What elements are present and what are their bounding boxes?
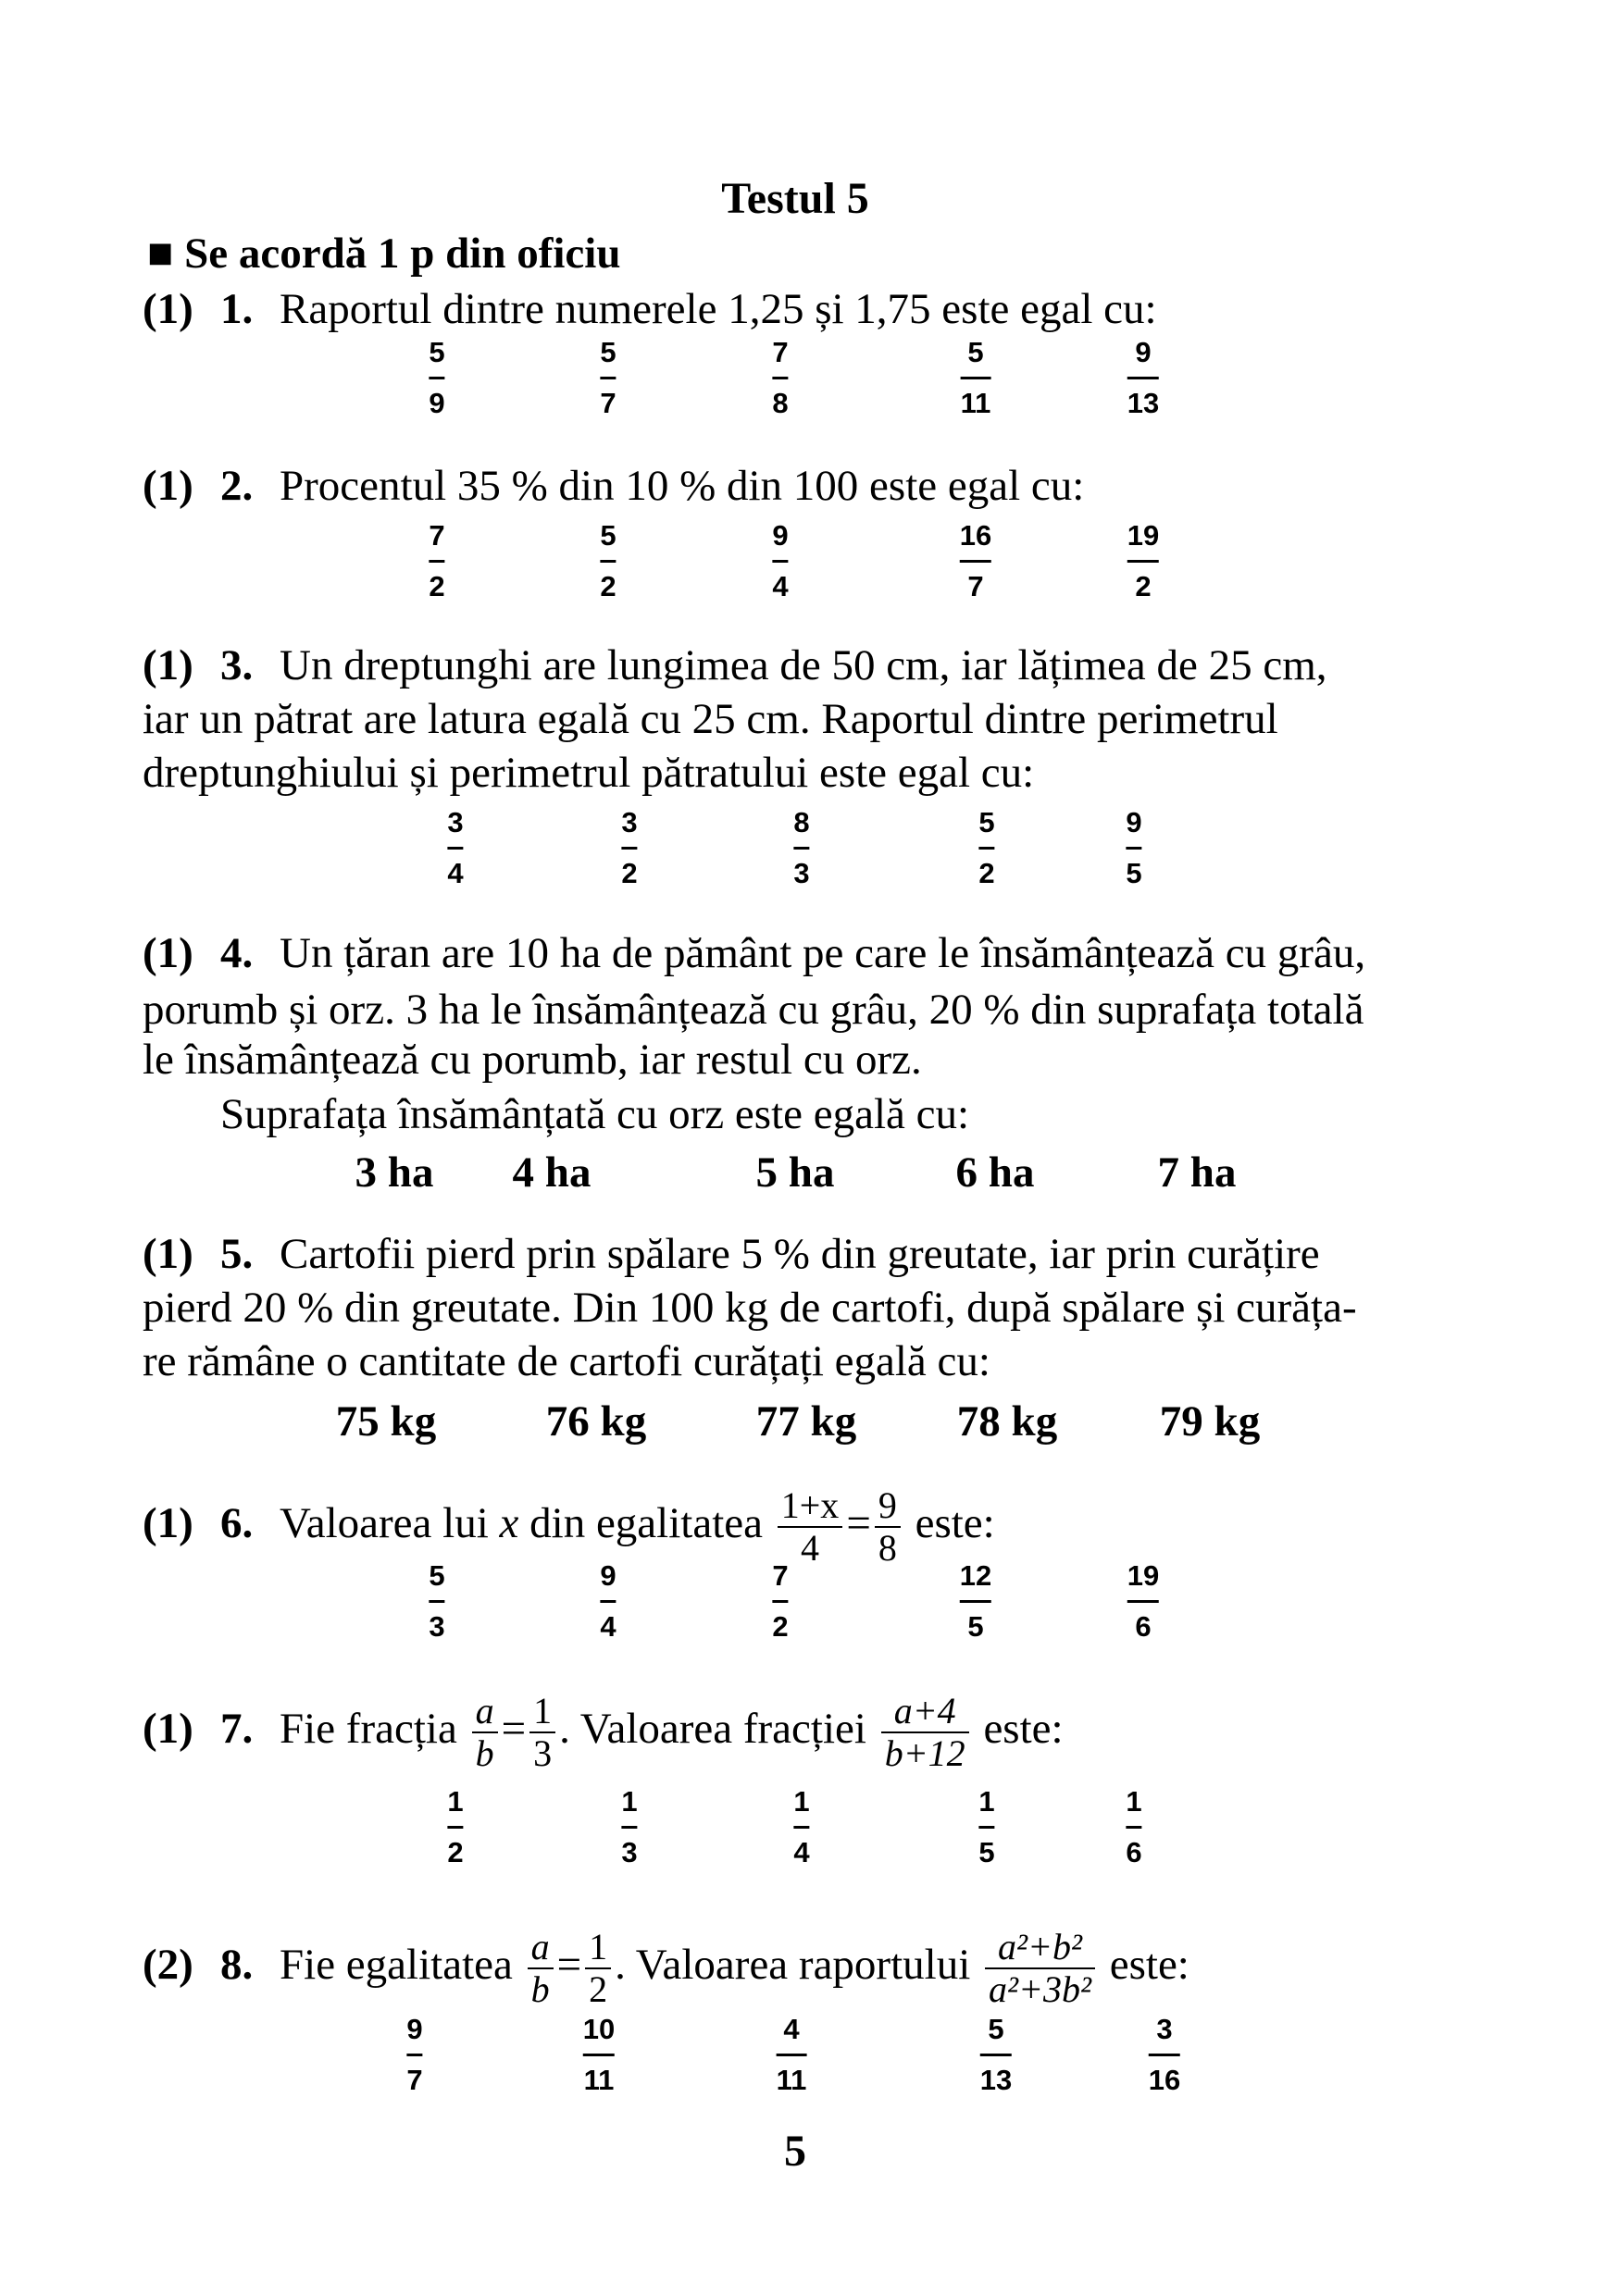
answer-fraction <box>1126 806 1141 890</box>
fraction-bar <box>600 377 616 379</box>
answer-fraction <box>978 806 994 890</box>
denominator: 11 <box>776 2064 807 2096</box>
question-number: 3. <box>220 641 254 689</box>
denominator: 4 <box>600 1610 616 1643</box>
numerator: a <box>530 1926 550 1968</box>
fraction-bar <box>583 2054 615 2056</box>
answer-fraction <box>980 2013 1012 2097</box>
bonus-line <box>147 229 621 279</box>
denominator: 3 <box>793 857 810 889</box>
question-text-line: Cartofii pierd prin spălare 5 % din greutate, iar prin curățire <box>280 1230 1320 1278</box>
numerator: 1 <box>1126 1785 1142 1818</box>
fraction-bar <box>961 377 991 379</box>
denominator: 6 <box>1135 1610 1152 1643</box>
numerator: 5 <box>967 336 984 368</box>
answer-fraction <box>429 1559 444 1644</box>
denominator: 9 <box>429 387 445 419</box>
answer-fraction <box>1127 519 1159 603</box>
answer-option: 5 ha <box>755 1148 835 1197</box>
numerator: 1 <box>533 1690 553 1732</box>
text-segment: este: <box>983 1705 1064 1753</box>
numerator: 9 <box>600 1559 616 1592</box>
answer-option: 79 kg <box>1159 1397 1261 1446</box>
answer-fraction <box>1127 1559 1159 1644</box>
space <box>457 1705 468 1753</box>
inline-fraction <box>529 1691 555 1774</box>
numerator: 19 <box>1127 1559 1160 1592</box>
fraction-bar <box>406 2054 422 2056</box>
question-points: (1) <box>143 285 193 333</box>
fraction-bar <box>960 560 991 563</box>
fraction-bar <box>772 377 788 379</box>
answer-fraction <box>960 519 991 603</box>
question-text-line: le însămânțează cu porumb, iar restul cu orz. <box>143 1036 922 1084</box>
numerator: 16 <box>959 519 992 552</box>
numerator: 3 <box>621 806 638 838</box>
numerator: 5 <box>988 2013 1004 2045</box>
denominator: 3 <box>533 1732 553 1775</box>
fraction-bar <box>777 2054 807 2056</box>
fraction-bar <box>1127 1600 1159 1603</box>
fraction-bar <box>793 1826 809 1829</box>
space <box>763 1499 774 1547</box>
numerator: 4 <box>783 2013 800 2045</box>
denominator: 5 <box>967 1610 984 1643</box>
denominator: 2 <box>429 570 445 602</box>
text-segment: . Valoarea fracției <box>559 1705 866 1753</box>
inline-fraction <box>528 1927 554 2010</box>
question-number: 5. <box>220 1230 254 1278</box>
numerator: a²+b² <box>998 1926 1082 1968</box>
denominator: 2 <box>447 1836 464 1868</box>
answer-option: 77 kg <box>755 1397 857 1446</box>
space <box>489 1499 500 1547</box>
fraction-bar <box>447 847 463 850</box>
denominator: 13 <box>1127 387 1160 419</box>
question-text-line: Raportul dintre numerele 1,25 și 1,75 este egal cu: <box>280 285 1157 333</box>
numerator: 5 <box>600 519 616 552</box>
fraction-bar <box>621 847 637 850</box>
numerator: 3 <box>1156 2013 1173 2045</box>
answer-fraction <box>1149 2013 1180 2097</box>
text-segment: Valoarea lui <box>280 1499 489 1547</box>
bullet-square-icon: ■ <box>147 230 174 278</box>
answer-fraction <box>777 2013 807 2097</box>
numerator: 3 <box>447 806 464 838</box>
answer-fraction <box>621 806 637 890</box>
question-points: (1) <box>143 462 193 510</box>
answer-fraction <box>961 336 991 420</box>
denominator: 2 <box>978 857 995 889</box>
answer-fraction <box>406 2013 422 2097</box>
numerator: 7 <box>772 336 789 368</box>
denominator: 4 <box>801 1527 820 1570</box>
question-points: (1) <box>143 1499 193 1547</box>
denominator: b <box>475 1732 494 1775</box>
answer-fraction <box>978 1785 994 1869</box>
question-number: 2. <box>220 462 254 510</box>
numerator: 5 <box>978 806 995 838</box>
question-text-line: pierd 20 % din greutate. Din 100 kg de cartofi, după spălare și curăța- <box>143 1284 1357 1332</box>
fraction-bar <box>429 560 444 563</box>
question-text-line: Procentul 35 % din 10 % din 100 este egal cu: <box>280 462 1085 510</box>
numerator: 1 <box>793 1785 810 1818</box>
text-segment: = <box>501 1705 527 1753</box>
denominator: 7 <box>600 387 616 419</box>
answer-fraction <box>600 519 616 603</box>
answer-fraction <box>447 806 463 890</box>
question-points: (1) <box>143 1705 193 1753</box>
numerator: 1 <box>621 1785 638 1818</box>
fraction-bar <box>960 1600 991 1603</box>
denominator: 6 <box>1126 1836 1142 1868</box>
question-text-line <box>280 1663 1064 1794</box>
denominator: 3 <box>621 1836 638 1868</box>
fraction-bar <box>1127 377 1159 379</box>
numerator: 19 <box>1127 519 1160 552</box>
question-text-line: porumb și orz. 3 ha le însămânțează cu grâu, 20 % din suprafața totală <box>143 986 1364 1034</box>
fraction-bar <box>772 560 788 563</box>
answer-fraction <box>429 336 444 420</box>
question-points: (1) <box>143 641 193 689</box>
question-text-line: Suprafața însămânțată cu orz este egală cu: <box>220 1090 970 1138</box>
denominator: 8 <box>772 387 789 419</box>
fraction-bar <box>978 847 994 850</box>
space <box>904 1499 915 1547</box>
fraction-bar <box>600 560 616 563</box>
space <box>513 1941 524 1989</box>
denominator: b+12 <box>884 1732 965 1775</box>
answer-fraction <box>960 1559 991 1644</box>
numerator: 7 <box>429 519 445 552</box>
question-number: 8. <box>220 1941 254 1989</box>
answer-fraction <box>772 336 788 420</box>
denominator: b <box>530 1968 550 2011</box>
fraction-bar <box>793 847 809 850</box>
answer-option: 3 ha <box>355 1148 434 1197</box>
denominator: 5 <box>1126 857 1142 889</box>
numerator: 1 <box>447 1785 464 1818</box>
inline-fraction <box>472 1691 498 1774</box>
answer-fraction <box>447 1785 463 1869</box>
question-points: (2) <box>143 1941 193 1989</box>
denominator: 2 <box>772 1610 789 1643</box>
inline-fraction <box>875 1485 901 1569</box>
answer-fraction <box>1127 336 1159 420</box>
denominator: 2 <box>589 1968 608 2011</box>
answer-fraction <box>600 1559 616 1644</box>
denominator: 4 <box>772 570 789 602</box>
text-segment: din egalitatea <box>529 1499 763 1547</box>
numerator: 1 <box>589 1926 608 1968</box>
fraction-bar <box>978 1826 994 1829</box>
question-number: 1. <box>220 285 254 333</box>
question-text-line <box>280 1899 1189 2030</box>
numerator: 12 <box>959 1559 992 1592</box>
question-text-line: dreptunghiului și perimetrul pătratului este egal cu: <box>143 749 1035 797</box>
denominator: 7 <box>967 570 984 602</box>
answer-fraction <box>1126 1785 1141 1869</box>
fraction-bar <box>980 2054 1012 2056</box>
question-text-line: iar un pătrat are latura egală cu 25 cm. Raportul dintre perimetrul <box>143 695 1278 743</box>
denominator: 3 <box>429 1610 445 1643</box>
bonus-text: Se acordă 1 p din oficiu <box>184 230 621 278</box>
denominator: 8 <box>878 1527 897 1570</box>
numerator: 1 <box>978 1785 995 1818</box>
question-points: (1) <box>143 929 193 977</box>
answer-fraction <box>621 1785 637 1869</box>
answer-fraction <box>772 1559 788 1644</box>
question-points: (1) <box>143 1230 193 1278</box>
text-segment: = <box>556 1941 582 1989</box>
fraction-bar <box>1149 2054 1180 2056</box>
denominator: 2 <box>621 857 638 889</box>
space <box>973 1705 984 1753</box>
numerator: 9 <box>878 1484 897 1527</box>
text-segment: Fie fracția <box>280 1705 457 1753</box>
answer-fraction <box>583 2013 615 2097</box>
answer-fraction <box>429 519 444 603</box>
fraction-bar <box>772 1600 788 1603</box>
inline-fraction <box>585 1927 611 2010</box>
numerator: 8 <box>793 806 810 838</box>
denominator: 7 <box>406 2064 423 2096</box>
text-segment: este: <box>1109 1941 1189 1989</box>
answer-fraction <box>600 336 616 420</box>
answer-option: 78 kg <box>956 1397 1058 1446</box>
numerator: 9 <box>1135 336 1152 368</box>
text-segment: Fie egalitatea <box>280 1941 513 1989</box>
numerator: 5 <box>600 336 616 368</box>
denominator: 2 <box>600 570 616 602</box>
space <box>1099 1941 1110 1989</box>
denominator: a²+3b² <box>989 1968 1091 2011</box>
fraction-bar <box>429 1600 444 1603</box>
question-number: 4. <box>220 929 254 977</box>
fraction-bar <box>429 377 444 379</box>
inline-fraction <box>985 1927 1095 2010</box>
text-segment: este: <box>915 1499 995 1547</box>
space <box>518 1499 529 1547</box>
page-number: 5 <box>784 2127 806 2176</box>
fraction-bar <box>1126 847 1141 850</box>
answer-fraction <box>793 806 809 890</box>
denominator: 5 <box>978 1836 995 1868</box>
answer-option: 4 ha <box>512 1148 592 1197</box>
fraction-bar <box>621 1826 637 1829</box>
question-text-line: Un dreptunghi are lungimea de 50 cm, iar lățimea de 25 cm, <box>280 641 1327 689</box>
answer-option: 6 ha <box>955 1148 1035 1197</box>
question-number: 6. <box>220 1499 254 1547</box>
numerator: 9 <box>772 519 789 552</box>
space <box>970 1941 981 1989</box>
numerator: 5 <box>429 336 445 368</box>
question-text-line: Un țăran are 10 ha de pământ pe care le însămânțează cu grâu, <box>280 929 1366 977</box>
denominator: 13 <box>979 2064 1013 2096</box>
numerator: a+4 <box>893 1690 956 1732</box>
numerator: 10 <box>582 2013 616 2045</box>
question-text-line <box>280 1458 995 1589</box>
numerator: a <box>475 1690 494 1732</box>
text-segment: . Valoarea raportului <box>615 1941 971 1989</box>
inline-fraction <box>778 1485 843 1569</box>
denominator: 2 <box>1135 570 1152 602</box>
answer-option: 75 kg <box>335 1397 437 1446</box>
text-segment: = <box>846 1499 871 1547</box>
answer-option: 76 kg <box>545 1397 647 1446</box>
denominator: 4 <box>447 857 464 889</box>
numerator: 9 <box>406 2013 423 2045</box>
denominator: 4 <box>793 1836 810 1868</box>
denominator: 16 <box>1148 2064 1181 2096</box>
text-segment: x <box>499 1499 519 1547</box>
answer-fraction <box>793 1785 809 1869</box>
fraction-bar <box>600 1600 616 1603</box>
denominator: 11 <box>583 2064 615 2096</box>
numerator: 5 <box>429 1559 445 1592</box>
space <box>866 1705 878 1753</box>
numerator: 9 <box>1126 806 1142 838</box>
numerator: 1+x <box>780 1484 840 1527</box>
denominator: 11 <box>960 387 991 419</box>
question-number: 7. <box>220 1705 254 1753</box>
numerator: 7 <box>772 1559 789 1592</box>
question-text-line: re rămâne o cantitate de cartofi curățați egală cu: <box>143 1337 990 1385</box>
inline-fraction <box>881 1691 969 1774</box>
fraction-bar <box>1126 1826 1141 1829</box>
fraction-bar <box>447 1826 463 1829</box>
answer-fraction <box>772 519 788 603</box>
answer-option: 7 ha <box>1157 1148 1237 1197</box>
page-title: Testul 5 <box>721 174 869 223</box>
fraction-bar <box>1127 560 1159 563</box>
